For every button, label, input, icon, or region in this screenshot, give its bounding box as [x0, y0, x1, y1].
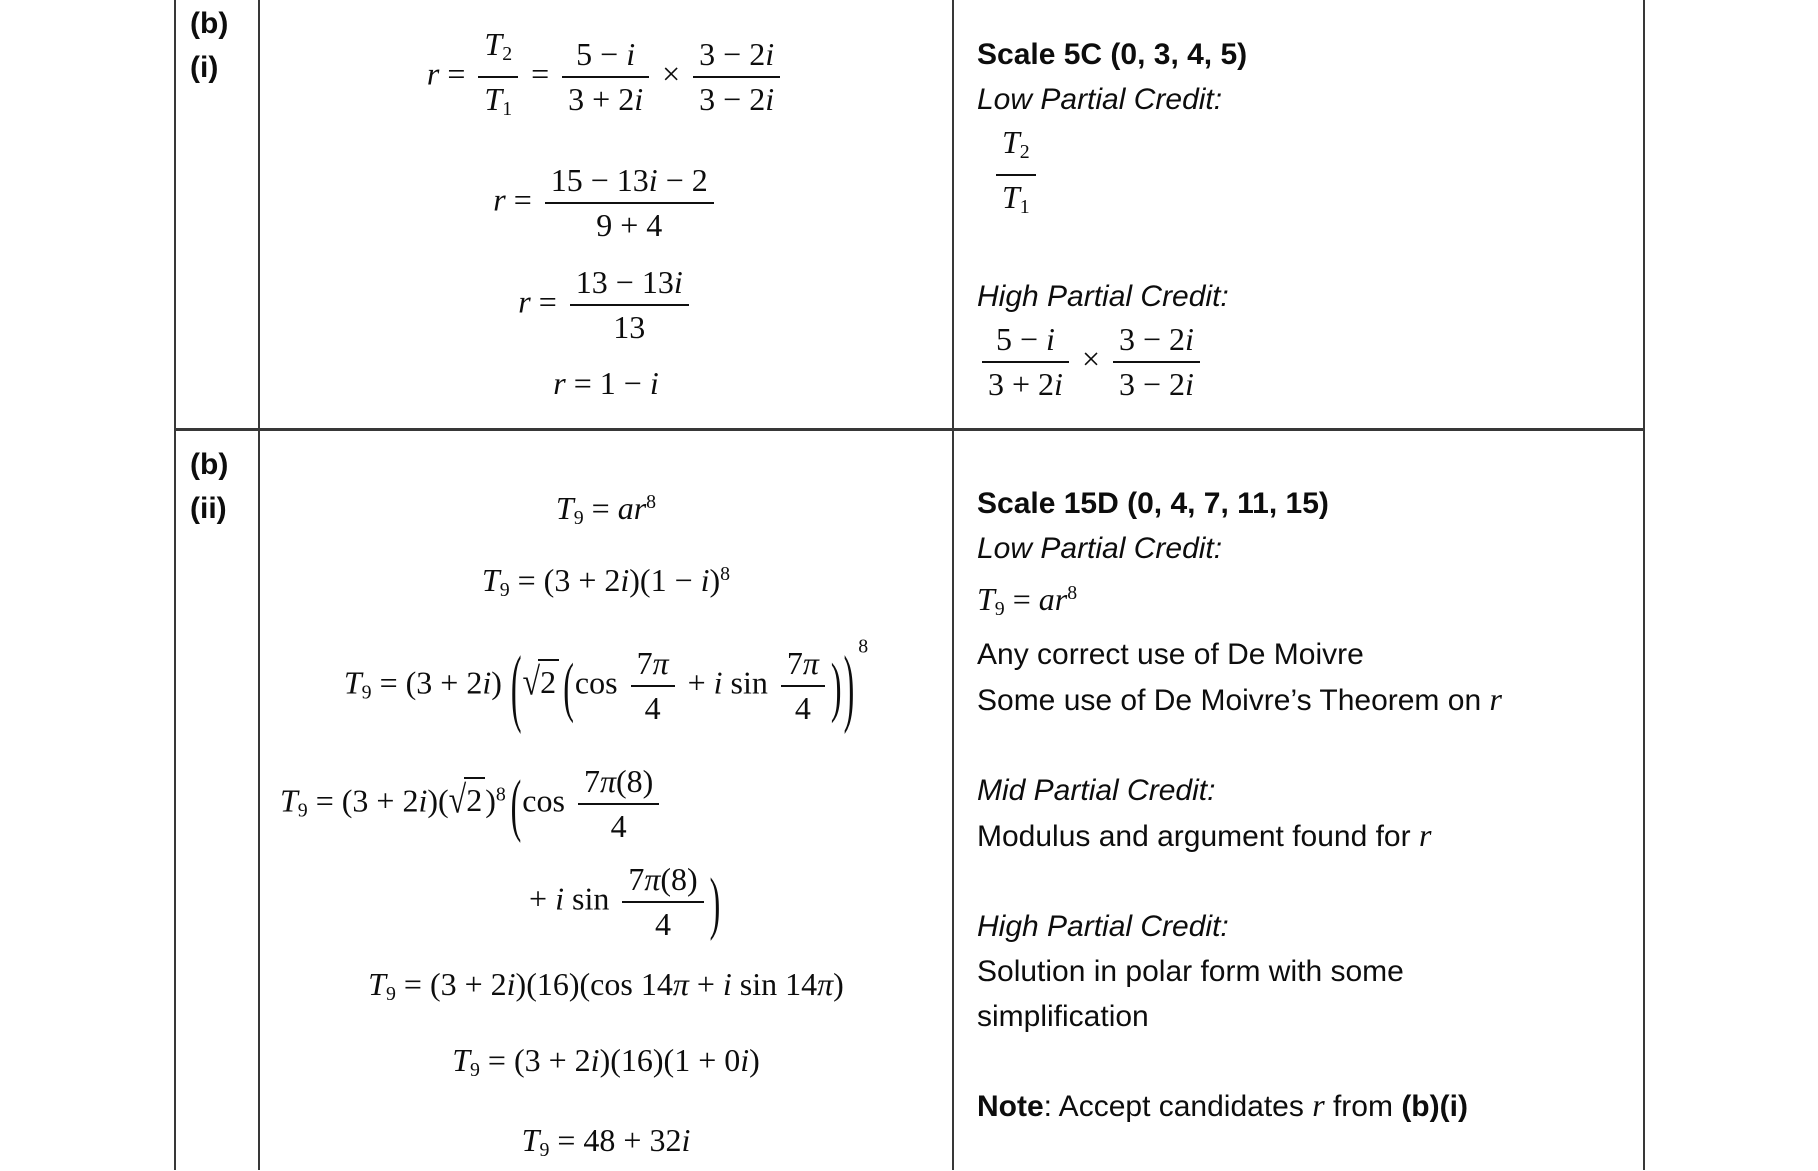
fraction: $\frac{5 - i}{3 + 2i}$: [982, 321, 1069, 403]
marking-text-line: Some use of De Moivre’s Theorem on r: [977, 680, 1502, 717]
marking-text-line: Note: Accept candidates r from (b)(i): [977, 1086, 1468, 1123]
marking-text-line: Mid Partial Credit:: [977, 773, 1216, 807]
fraction: $\frac{T2}{T1}$: [996, 124, 1036, 226]
marking-text-line: Modulus and argument found for r: [977, 816, 1432, 853]
big-parenthesis: ): [709, 862, 721, 942]
square-root: √2: [523, 664, 560, 700]
big-parenthesis: ): [843, 637, 855, 735]
fraction: $\frac{13 - 13i}{13}$: [570, 264, 689, 346]
fraction: $\frac{7\pi(8)}{4}$: [578, 763, 659, 845]
equation-line: + i sin $\frac{7\pi(8)}{4}$ ): [260, 861, 952, 943]
label-cell-b-ii: [176, 443, 256, 1170]
fraction: $\frac{7\pi}{4}$: [781, 645, 825, 727]
big-parenthesis: (: [563, 647, 574, 724]
marking-text-line: High Partial Credit:: [977, 909, 1229, 943]
work-cell-b-i: [260, 0, 952, 428]
marking-text-line: Low Partial Credit:: [977, 532, 1223, 565]
marking-math: $\frac{5 - i}{3 + 2i}$ × $\frac{3 - 2i}{3 - 2i}$: [977, 321, 1643, 403]
subpart-label: (ii): [190, 492, 227, 525]
part-label: (b): [190, 448, 229, 481]
fraction: $\frac{7\pi}{4}$: [631, 645, 675, 727]
big-parenthesis: (: [510, 764, 522, 844]
marking-text-line: High Partial Credit:: [977, 279, 1229, 313]
marking-cell-b-ii: [955, 431, 1643, 1170]
marking-text-line: simplification: [977, 999, 1149, 1033]
part-label: (b): [190, 7, 229, 40]
equation-line: r = $\frac{13 - 13i}{13}$: [260, 264, 952, 346]
equation-line: r = 1 − i: [553, 364, 659, 401]
big-parenthesis: (: [510, 637, 522, 735]
spacer: [977, 723, 1643, 768]
equation-line: T9 = (3 + 2i) (√2 (cos $\frac{7\pi}{4}$ + i sin $\frac{7\pi}{4}$ )) 8: [260, 645, 952, 727]
big-parenthesis: ): [830, 647, 842, 724]
equation-line: $T9 = (3 + 2i)(√2)^8$ (cos $\frac{7\pi(8)}{4}$: [260, 763, 952, 845]
label-cell-b-i: [176, 2, 256, 428]
fraction: $\frac{T2}{T1}$: [478, 26, 518, 128]
marking-math: $T9 = ar^8$: [977, 580, 1078, 620]
equation-line: T9 = (3 + 2i)(16)(1 + 0i): [452, 1041, 760, 1081]
marking-text-line: Low Partial Credit:: [977, 83, 1223, 116]
equation-line: r = $\frac{T2}{T1}$ = $\frac{5 - i}{3 + 2i}$ × $\frac{3 - 2i}{3 - 2i}$: [260, 26, 952, 128]
equation-line: $T9 = ar^8$: [555, 489, 657, 529]
marking-text-line: Any correct use of De Moivre: [977, 637, 1364, 671]
equation-line: T9 = 48 + 32i: [521, 1121, 691, 1161]
fraction: $\frac{5 - i}{3 + 2i}$: [562, 36, 649, 118]
equation-line: $T9 = (3 + 2i)(1 - i)^8$: [481, 561, 731, 601]
table-border-right: [1643, 0, 1645, 1170]
marking-text-line: Scale 5C (0, 3, 4, 5): [977, 38, 1248, 71]
marking-cell-b-i: [955, 0, 1643, 428]
work-cell-b-ii: [260, 431, 952, 1170]
equation-line: r = $\frac{15 - 13i - 2}{9 + 4}$: [260, 162, 952, 244]
marking-text-line: Solution in polar form with some: [977, 954, 1404, 988]
fraction: $\frac{3 - 2i}{3 - 2i}$: [1113, 321, 1200, 403]
marking-text-line: Scale 15D (0, 4, 7, 11, 15): [977, 487, 1329, 520]
equation-line: T9 = (3 + 2i)(16)(cos 14π + i sin 14π): [368, 965, 844, 1005]
fraction: $\frac{15 - 13i - 2}{9 + 4}$: [545, 162, 714, 244]
spacer: [977, 859, 1643, 904]
fraction: $\frac{3 - 2i}{3 - 2i}$: [693, 36, 780, 118]
fraction: $\frac{7\pi(8)}{4}$: [622, 861, 703, 943]
square-root: √2: [449, 782, 486, 818]
marking-math: [977, 124, 1643, 226]
spacer: [977, 1039, 1643, 1083]
subpart-label: (i): [190, 51, 219, 84]
table-divider-work-marking: [952, 0, 954, 1170]
